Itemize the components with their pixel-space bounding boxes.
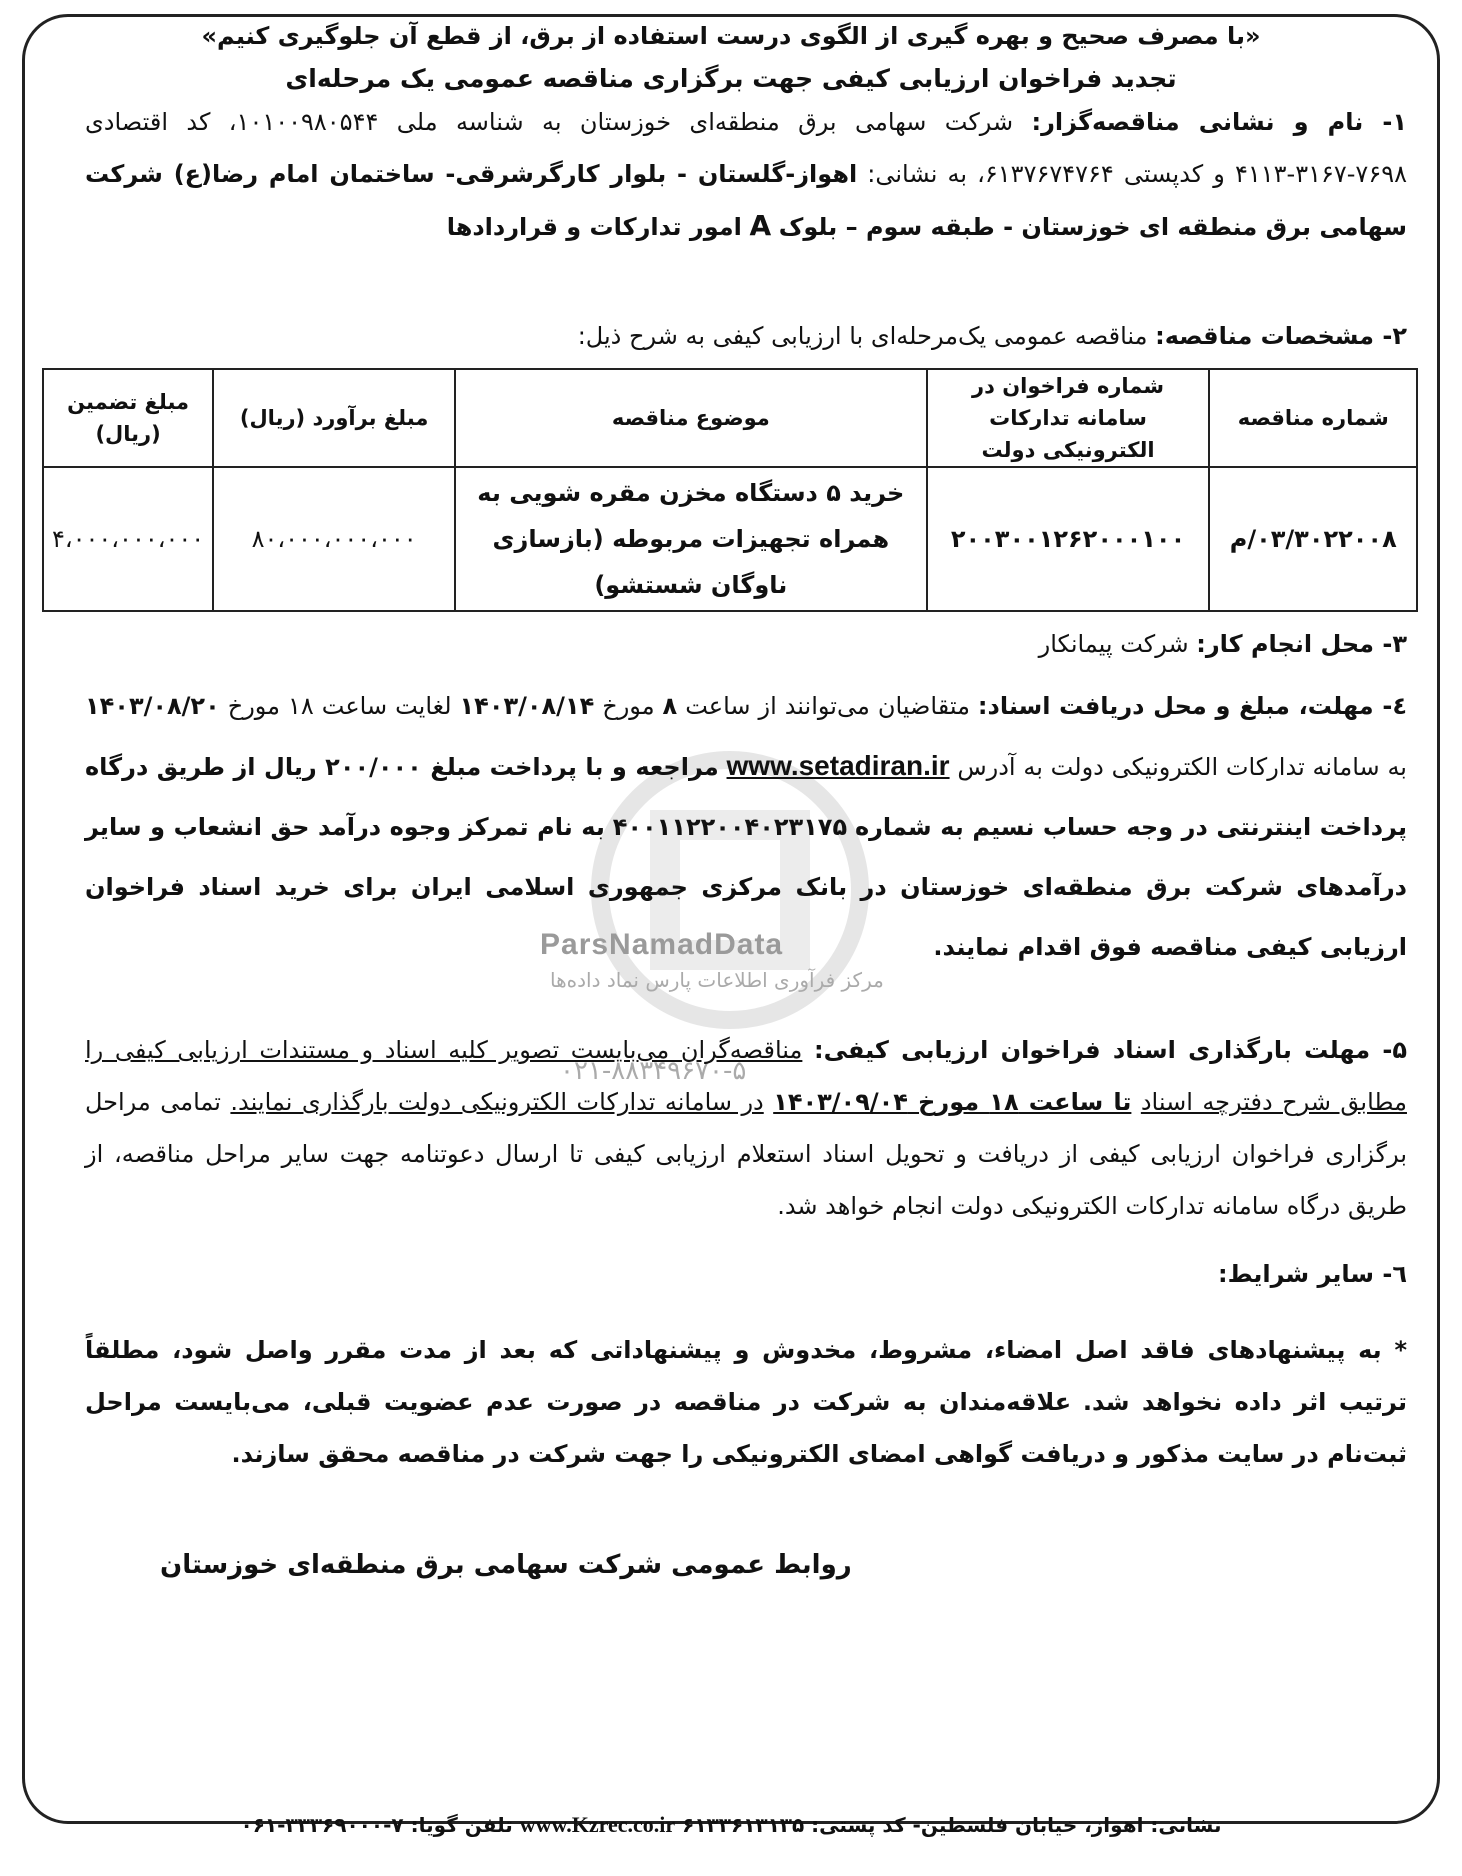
cell-tender-no: ۰۳/۳۰۲۲۰۰۸/م xyxy=(1209,467,1417,611)
signature: روابط عمومی شرکت سهامی برق منطقه‌ای خوزستان xyxy=(160,1550,852,1580)
condition-2: علاقه‌مندان به شرکت در مناقصه در صورت عدم عضویت قبلی، می‌بایست مراحل ثبت‌نام در سایت مذکور و دریافت گواهی امضای الکترونیکی را جهت شرکت در مناقصه محقق سازند. xyxy=(85,1388,1407,1468)
section-5-text-3: تمامی مراحل برگزاری فراخوان ارزیابی کیفی از دریافت و تحویل اسناد استعلام ارزیابی کیفی تا ارسال دعوتنامه جهت سایر مراحل مناقصه، از طریق درگاه سامانه تدارکات الکترونیکی دولت انجام خواهد شد. xyxy=(85,1088,1407,1220)
section-6-body xyxy=(85,1324,1407,1480)
motto: «با مصرف صحیح و بهره گیری از الگوی درست استفاده از برق، از قطع آن جلوگیری کنیم» xyxy=(201,22,1261,50)
footer-website-link[interactable]: www.Kzrec.co.ir xyxy=(519,1812,676,1837)
header-subject: موضوع مناقصه xyxy=(455,369,927,467)
section-3 xyxy=(85,618,1407,670)
account-number: ۴۰۰۱۱۲۲۰۰۴۰۲۳۱۷۵ xyxy=(612,813,848,841)
cell-guarantee: ۴،۰۰۰،۰۰۰،۰۰۰ xyxy=(43,467,213,611)
section-1 xyxy=(85,96,1407,253)
section-4-text-5: مراجعه و با پرداخت مبلغ ۲۰۰/۰۰۰ ریال از طریق درگاه پرداخت اینترنتی در وجه حساب نسیم به شماره xyxy=(85,753,1407,841)
section-1-text: شرکت سهامی برق منطقه‌ای خوزستان به شناسه ملی ۱۰۱۰۰۹۸۰۵۴۴، کد اقتصادی ۷۶۹۸-۳۱۶۷-۴۱۱۳ و کدپستی ۶۱۳۷۶۷۴۷۶۴، به نشانی: xyxy=(85,108,1407,188)
section-5-label: ۵- مهلت بارگذاری اسناد فراخوان ارزیابی کیفی: xyxy=(813,1036,1407,1064)
section-6-label: ٦- سایر شرایط: xyxy=(1218,1260,1407,1288)
section-2-label: ۲- مشخصات مناقصه: xyxy=(1155,322,1407,350)
section-1-address: اهواز-گلستان - بلوار کارگرشرقی- ساختمان امام رضا(ع) شرکت سهامی برق منطقه ای خوزستان - طبقه سوم – بلوک xyxy=(85,160,1407,241)
watermark-brand: ParsNamadData xyxy=(540,928,784,961)
watermark-phone: ۰۲۱-۸۸۳۴۹۶۷۰-۵ xyxy=(560,1056,747,1086)
footer-phone: تلفن گویا: ۷-۳۳۳۶۹۰۰۰-۰۶۱ xyxy=(240,1813,513,1837)
watermark-tagline: مرکز فرآوری اطلاعات پارس نماد داده‌ها xyxy=(550,968,884,992)
section-5-text-2: در سامانه تدارکات الکترونیکی دولت بارگذاری نمایند. xyxy=(230,1088,764,1116)
section-4-text-3: لغایت ساعت ۱۸ مورخ xyxy=(227,692,452,720)
cell-call-no: ۲۰۰۳۰۰۱۲۶۲۰۰۰۱۰۰ xyxy=(927,467,1210,611)
block-letter: A xyxy=(749,209,772,242)
section-4-text-2: مورخ xyxy=(602,692,655,720)
condition-1: * به پیشنهادهای فاقد اصل امضاء، مشروط، مخدوش و پیشنهاداتی که بعد از مدت مقرر واصل شود، مطلقاً ترتیب اثر داده نخواهد شد. xyxy=(85,1336,1407,1416)
page-title: تجدید فراخوان ارزیابی کیفی جهت برگزاری مناقصه عمومی یک مرحله‌ای xyxy=(285,64,1177,93)
header-tender-no: شماره مناقصه xyxy=(1209,369,1417,467)
section-6 xyxy=(85,1248,1407,1300)
section-4-text-1: متقاضیان می‌توانند از ساعت xyxy=(685,692,970,720)
cell-subject: خرید ۵ دستگاه مخزن مقره شویی به همراه تجهیزات مربوطه (بازسازی ناوگان شستشو) xyxy=(455,467,927,611)
section-3-label: ۳- محل انجام کار: xyxy=(1196,630,1407,658)
section-4 xyxy=(85,676,1407,977)
date-from: ۱۴۰۳/۰۸/۱۴ xyxy=(459,692,595,720)
header-guarantee: مبلغ تضمین (ریال) xyxy=(43,369,213,467)
section-4-text-6: به نام تمرکز وجوه درآمد حق انشعاب و سایر درآمدهای شرکت برق منطقه‌ای خوزستان در بانک مرکزی جمهوری اسلامی ایران برای خرید اسناد فراخوان ارزیابی کیفی مناقصه فوق اقدام نمایند. xyxy=(85,813,1407,961)
section-5 xyxy=(85,1024,1407,1232)
cell-estimate: ۸۰،۰۰۰،۰۰۰،۰۰۰ xyxy=(213,467,455,611)
footer-address: نشانی: اهواز، خیابان فلسطین- کد پستی: ۶۱۳۳۶۱۳۱۳۵ xyxy=(682,1813,1222,1837)
section-5-text-1: مناقصه‌گران می‌بایست تصویر کلیه اسناد و مستندات ارزیابی کیفی را مطابق شرح دفترچه اسناد xyxy=(85,1036,1407,1116)
section-1-address-end: امور تدارکات و قراردادها xyxy=(446,213,742,241)
hour-from: ۸ xyxy=(662,692,678,720)
date-to: ۱۴۰۳/۰۸/۲۰ xyxy=(85,692,220,720)
table-header-row xyxy=(43,369,1417,467)
tender-table xyxy=(42,368,1418,612)
section-4-text-4: به سامانه تدارکات الکترونیکی دولت به آدرس xyxy=(957,753,1407,781)
section-3-text: شرکت پیمانکار xyxy=(1038,630,1189,658)
header-estimate: مبلغ برآورد (ریال) xyxy=(213,369,455,467)
setadiran-link[interactable]: www.setadiran.ir xyxy=(726,750,950,781)
section-1-label: ۱- نام و نشانی مناقصه‌گزار: xyxy=(1031,108,1407,136)
header-call-no: شماره فراخوان در سامانه تدارکات الکترونیکی دولت xyxy=(927,369,1210,467)
upload-deadline: تا ساعت ۱۸ مورخ ۱۴۰۳/۰۹/۰۴ xyxy=(773,1088,1132,1116)
section-2 xyxy=(85,310,1407,362)
footer xyxy=(60,1812,1402,1838)
table-row xyxy=(43,467,1417,611)
section-4-label: ٤- مهلت، مبلغ و محل دریافت اسناد: xyxy=(977,692,1407,720)
section-2-text: مناقصه عمومی یک‌مرحله‌ای با ارزیابی کیفی به شرح ذیل: xyxy=(577,322,1148,350)
